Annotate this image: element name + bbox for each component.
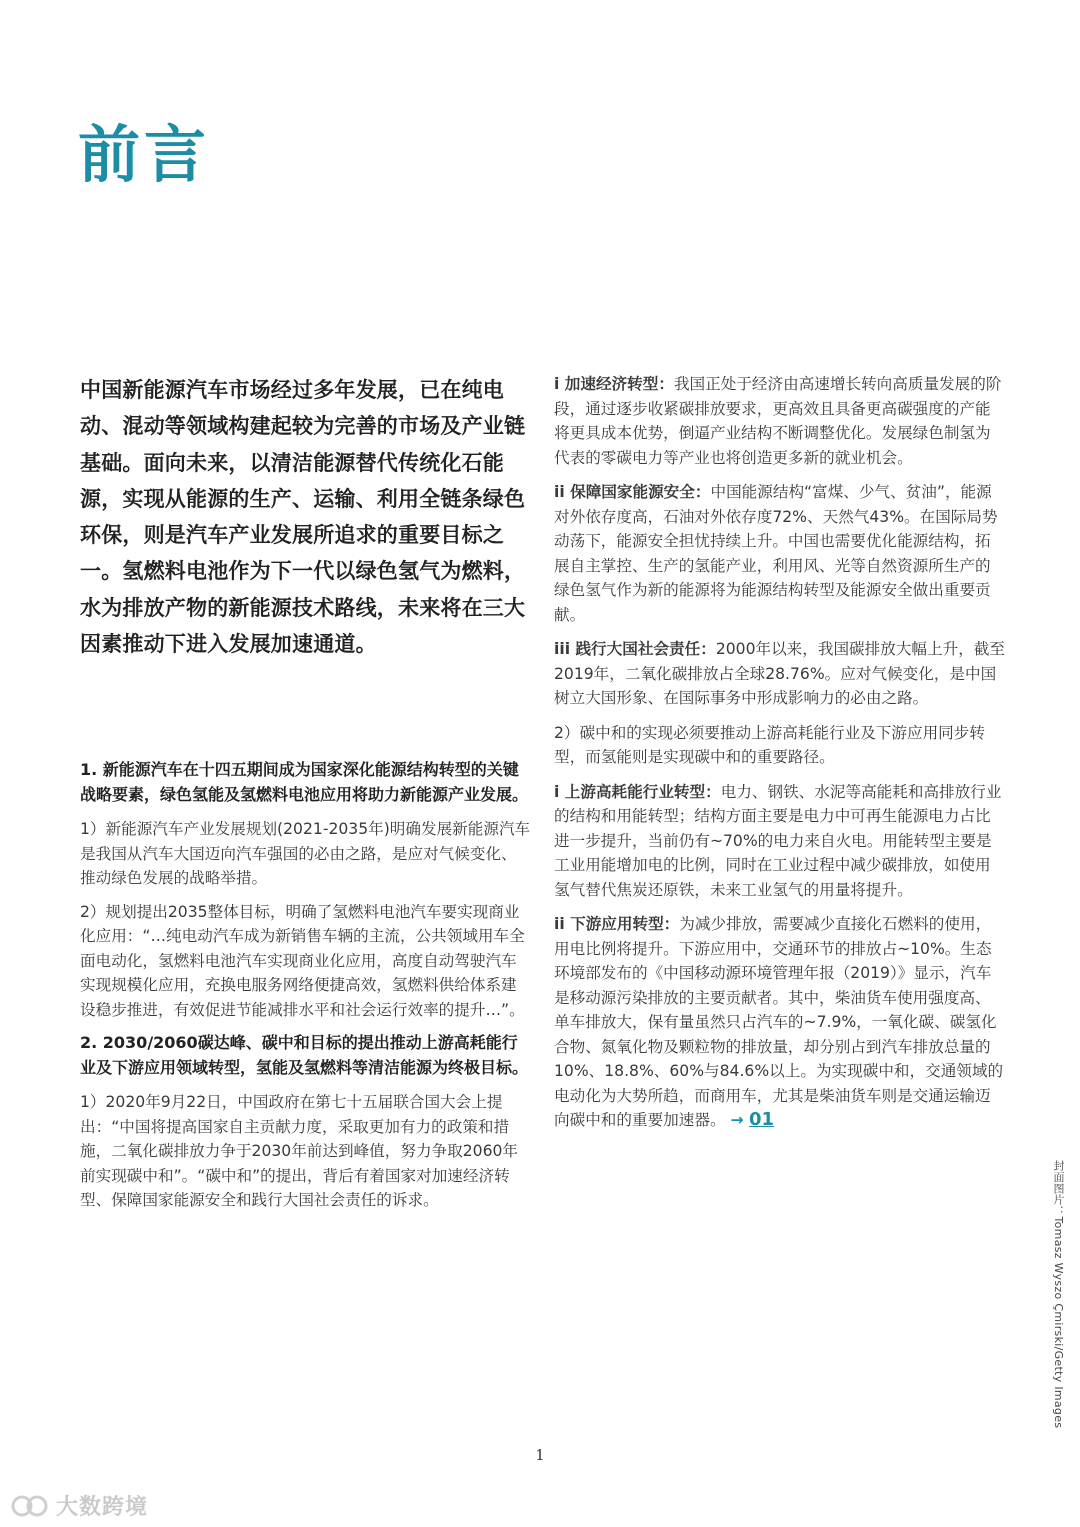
section-heading-1: 1. 新能源汽车在十四五期间成为国家深化能源结构转型的关键战略要素，绿色氢能及氢燃料电池应用将助力新能源产业发展。 — [80, 760, 529, 804]
page-number: 1 — [535, 1446, 545, 1464]
page-title: 前言 — [78, 118, 211, 191]
item-text: 中国能源结构“富煤、少气、贫油”，能源对外依存度高，石油对外依存度72%、天然气43%。在国际局势动荡下，能源安全担忧持续上升。中国也需要优化能源结构，拓展自主掌控、生产的氢能产业，利用风、光等自然资源所生产的绿色氢气作为新的能源将为能源结构转型及能源安全做出重要贡献。 — [554, 483, 998, 624]
watermark-text: 大数跨境 — [56, 1495, 149, 1520]
item-label: ii 下游应用转型： — [554, 915, 680, 933]
item-energy-security — [554, 480, 1006, 627]
reference-link[interactable] — [731, 1111, 775, 1129]
item-economic-transition — [554, 372, 1006, 470]
item-text: 我国正处于经济由高速增长转向高质量发展的阶段，通过逐步收紧碳排放要求，更高效且具备更高碳强度的产能将更具成本优势，倒逼产业结构不断调整优化。发展绿色制氢为代表的零碳电力等产业也将创造更多新的就业机会。 — [554, 375, 1002, 467]
item-upstream-transition — [554, 780, 1006, 903]
section-heading-2: 2. 2030/2060碳达峰、碳中和目标的提出推动上游高耗能行业及下游应用领域转型，氢能及氢燃料等清洁能源为终极目标。 — [80, 1033, 529, 1077]
item-social-responsibility — [554, 637, 1006, 711]
paragraph-2-1: 1）2020年9月22日，中国政府在第七十五届联合国大会上提出：“中国将提高国家自主贡献力度，采取更加有力的政策和措施，二氧化碳排放力争于2030年前达到峰值，努力争取2060年前实现碳中和”。“碳中和”的提出，背后有着国家对加速经济转型、保障国家能源安全和践行大国社会责任的诉求。 — [80, 1093, 519, 1210]
watermark — [10, 1490, 148, 1521]
left-column — [80, 372, 532, 1222]
arrow-right-icon: → — [730, 1111, 744, 1129]
item-text: 2000年以来，我国碳排放大幅上升，截至2019年，二氧化碳排放占全球28.76%。应对气候变化，是中国树立大国形象、在国际事务中形成影响力的必由之路。 — [554, 640, 1005, 707]
item-label: i 加速经济转型： — [554, 375, 674, 393]
item-label: ii 保障国家能源安全： — [554, 483, 711, 501]
paragraph-2-2: 2）碳中和的实现必须要推动上游高耗能行业及下游应用同步转型，而氢能则是实现碳中和的重要路径。 — [554, 723, 985, 766]
right-column — [554, 372, 1006, 1143]
image-credit: 封面图片：Tomasz Wyszo Çmirski/Getty Images — [1052, 1160, 1065, 1429]
item-label: iii 践行大国社会责任： — [554, 640, 716, 658]
watermark-logo-icon — [10, 1493, 50, 1519]
paragraph-1-2: 2）规划提出2035整体目标，明确了氢燃料电池汽车要实现商业化应用：“…纯电动汽车成为新销售车辆的主流，公共领域用车全面电动化，氢燃料电池汽车实现商业化应用，高度自动驾驶汽车实现规模化应用，充换电服务网络便捷高效，氢燃料供给体系建设稳步推进，有效促进节能减排水平和社会运行效率的提升…”。 — [80, 902, 525, 1019]
lead-paragraph: 中国新能源汽车市场经过多年发展，已在纯电动、混动等领域构建起较为完善的市场及产业链基础。面向未来，以清洁能源替代传统化石能源，实现从能源的生产、运输、利用全链条绿色环保，则是汽车产业发展所追求的重要目标之一。氢燃料电池作为下一代以绿色氢气为燃料，水为排放产物的新能源技术路线，未来将在三大因素推动下进入发展加速通道。 — [80, 378, 526, 657]
paragraph-1-1: 1）新能源汽车产业发展规划(2021-2035年)明确发展新能源汽车是我国从汽车大国迈向汽车强国的必由之路，是应对气候变化、推动绿色发展的战略举措。 — [80, 820, 531, 888]
item-text: 电力、钢铁、水泥等高能耗和高排放行业的结构和用能转型；结构方面主要是电力中可再生能源电力占比进一步提升，当前仍有~70%的电力来自火电。用能转型主要是工业用能增加电的比例，同时在工业过程中减少碳排放，如使用氢气替代焦炭还原铁，未来工业氢气的用量将提升。 — [554, 782, 1002, 899]
item-text: 为减少排放，需要减少直接化石燃料的使用，用电比例将提升。下游应用中，交通环节的排放占~10%。生态环境部发布的《中国移动源环境管理年报（2019）》显示，汽车是移动源污染排放的主要贡献者。其中，柴油货车使用强度高、单车排放大，保有量虽然只占汽车的~7.9%，一氧化碳、碳氢化合物、氮氧化物及颗粒物的排放量，却分别占到汽车排放总量的10%、18.8%、60%与84.6%以上。为实现碳中和，交通领域的电动化为大势所趋，而商用车，尤其是柴油货车则是交通运输迈向碳中和的重要加速器。 — [554, 915, 1004, 1129]
item-downstream-transition — [554, 912, 1006, 1133]
item-label: i 上游高耗能行业转型： — [554, 782, 721, 801]
reference-number: 01 — [749, 1109, 775, 1130]
